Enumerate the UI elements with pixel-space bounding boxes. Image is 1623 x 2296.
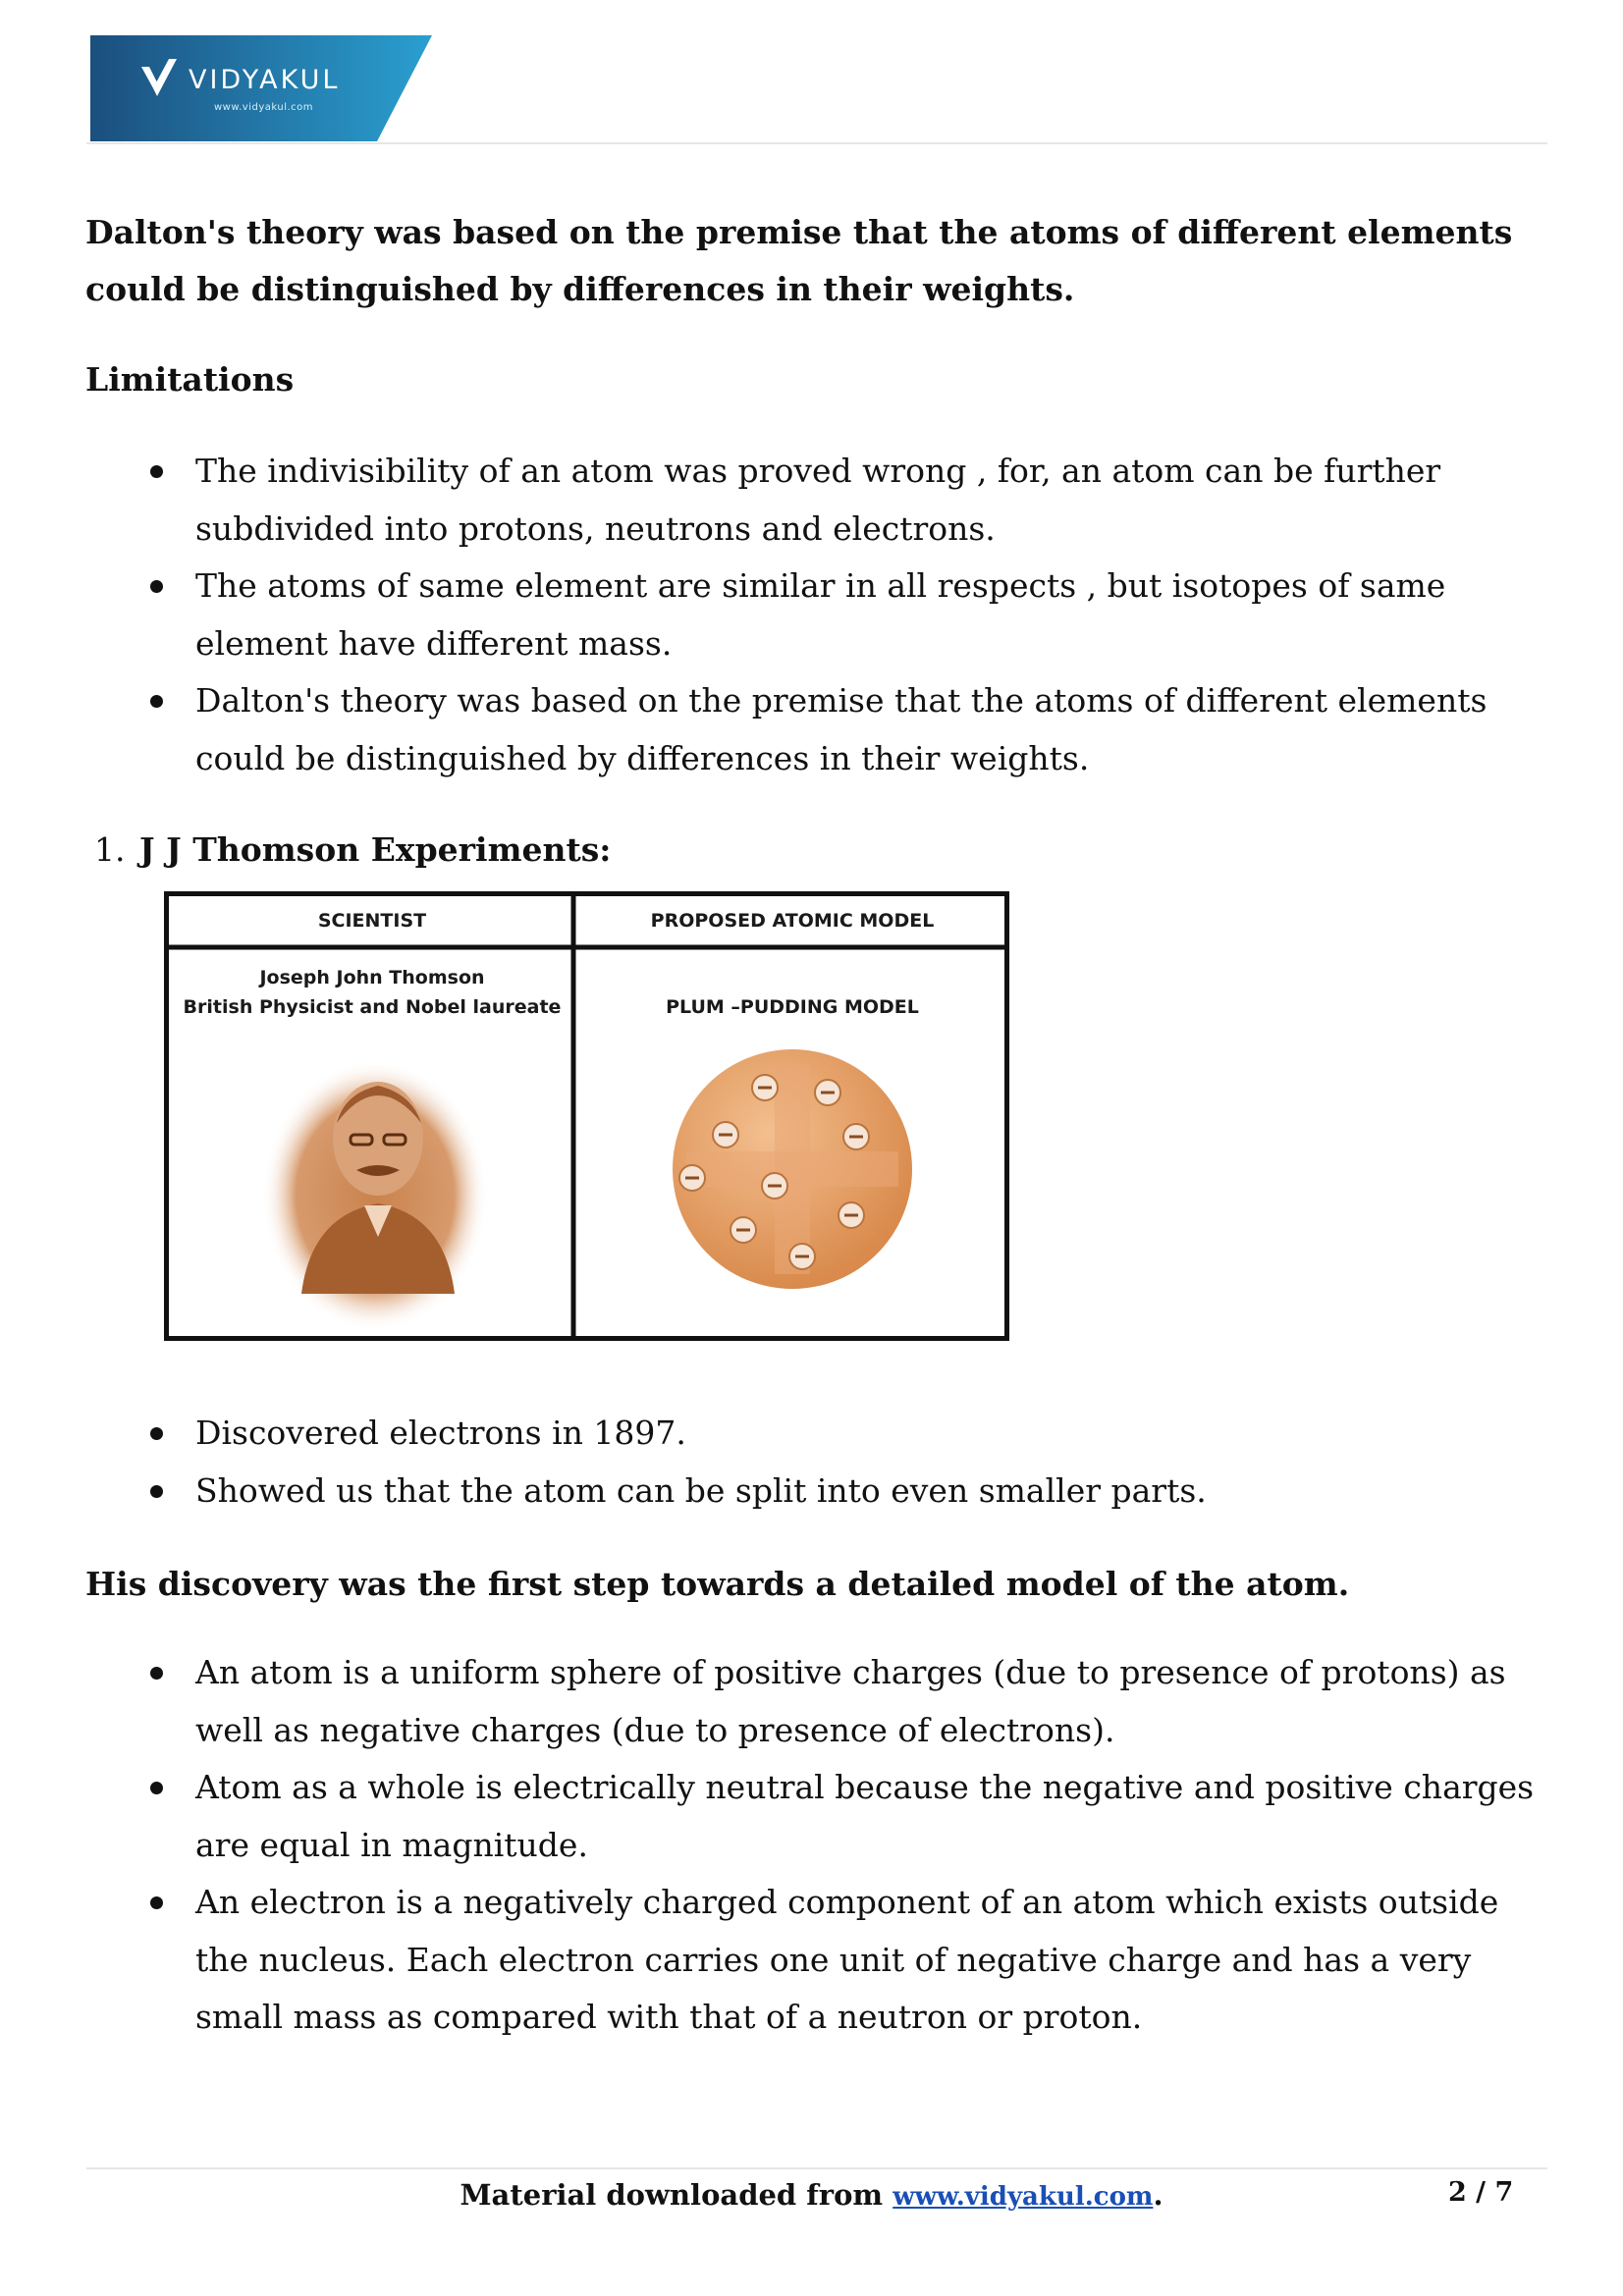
- scientist-description: British Physicist and Nobel laureate: [183, 996, 562, 1018]
- footer: [0, 2169, 1623, 2222]
- page-number: 2 / 7: [1448, 2177, 1514, 2208]
- bullet-icon: [150, 1427, 163, 1440]
- model-name: PLUM –PUDDING MODEL: [666, 996, 919, 1018]
- list-item: The indivisibility of an atom was proved wrong , for, an atom can be further subdivided into protons, neutrons and electrons.: [0, 443, 1560, 558]
- bullet-icon: [150, 465, 163, 478]
- plum-pudding-model: [673, 1049, 912, 1289]
- thomson-portrait: [262, 1060, 488, 1331]
- model-points-list: [0, 1644, 1623, 2047]
- limitations-heading: Limitations: [85, 360, 295, 399]
- logo-brand-text: VIDYAKUL: [189, 65, 341, 95]
- logo-url-text: www.vidyakul.com: [214, 102, 314, 113]
- intro-paragraph: Dalton's theory was based on the premise that the atoms of different elements could be distinguished by differences in their weights.: [85, 213, 1513, 308]
- section-title: J J Thomson Experiments:: [139, 830, 612, 869]
- limitations-list: [0, 443, 1623, 787]
- thomson-figure: [164, 891, 1009, 1341]
- bullet-icon: [150, 1782, 163, 1794]
- bullet-icon: [150, 1485, 163, 1498]
- bullet-icon: [150, 1896, 163, 1909]
- list-item: The atoms of same element are similar in all respects , but isotopes of same element have different mass.: [0, 558, 1560, 672]
- discovery-heading: His discovery was the first step towards a detailed model of the atom.: [85, 1565, 1350, 1603]
- col-header-scientist: SCIENTIST: [317, 910, 427, 932]
- list-item: An atom is a uniform sphere of positive charges (due to presence of protons) as well as negative charges (due to presence of electrons).: [0, 1644, 1560, 1759]
- header-divider: [86, 142, 1547, 144]
- col-header-model: PROPOSED ATOMIC MODEL: [650, 910, 935, 932]
- section-number: 1.: [94, 830, 126, 869]
- list-item: Showed us that the atom can be split into even smaller parts.: [0, 1463, 1560, 1521]
- bullet-icon: [150, 1667, 163, 1680]
- section-heading: [94, 822, 611, 879]
- footer-link[interactable]: www.vidyakul.com: [893, 2182, 1154, 2212]
- vidyakul-logo[interactable]: [90, 35, 432, 141]
- bullet-icon: [150, 695, 163, 708]
- list-item: An electron is a negatively charged component of an atom which exists outside the nucleus. Each electron carries one unit of negative charge and has a very small mass as compared with that of a neutron or proton.: [0, 1874, 1560, 2047]
- footer-prefix: Material downloaded from: [460, 2178, 893, 2212]
- bullet-icon: [150, 580, 163, 593]
- discoveries-list: [0, 1405, 1623, 1520]
- footer-suffix: .: [1153, 2178, 1163, 2212]
- list-item: Atom as a whole is electrically neutral because the negative and positive charges are equal in magnitude.: [0, 1759, 1560, 1874]
- list-item: Discovered electrons in 1897.: [0, 1405, 1560, 1463]
- list-item: Dalton's theory was based on the premise that the atoms of different elements could be distinguished by differences in their weights.: [0, 672, 1560, 787]
- scientist-name: Joseph John Thomson: [259, 967, 485, 988]
